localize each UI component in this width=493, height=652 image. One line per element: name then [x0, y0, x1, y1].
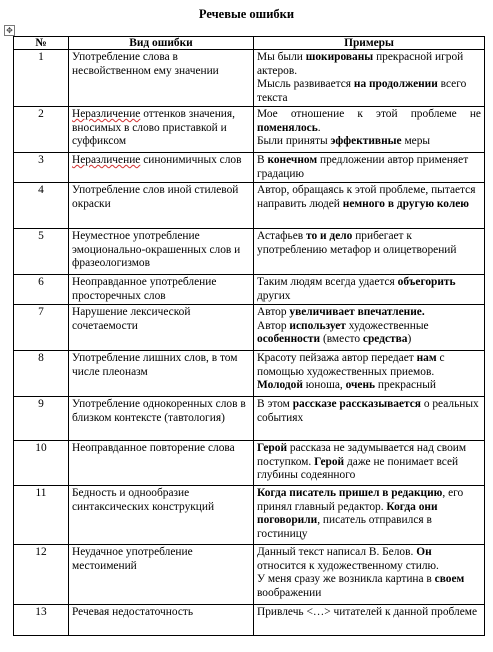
example-text: В	[257, 154, 268, 166]
table-row	[14, 107, 485, 153]
example-text: прекрасный	[375, 379, 436, 392]
example-sentence	[257, 51, 481, 78]
example-sentence	[257, 135, 481, 149]
row-number: 12	[14, 545, 69, 605]
example-sentence	[257, 108, 481, 135]
example-text: Таким людям всегда удается	[257, 276, 398, 288]
example-text: Автор, обращаясь к этой проблеме, пытается направить людей	[257, 184, 476, 210]
table-row	[14, 605, 485, 636]
speech-errors-table	[13, 36, 485, 636]
table-row	[14, 50, 485, 107]
example-text: даже не понимает всей глубины содеянного	[257, 455, 459, 482]
example-text: других	[257, 289, 291, 302]
bold-example-fragment: рассказе рассказывается	[292, 398, 421, 410]
error-type-text: синонимичных слов	[140, 154, 242, 166]
example-text: прекрасной игрой актеров.	[257, 51, 464, 77]
examples-cell	[254, 441, 485, 486]
page-title: Речевые ошибки	[198, 7, 295, 21]
row-number: 7	[14, 305, 69, 351]
bold-example-fragment: своем	[434, 573, 465, 586]
bold-example-fragment: Герой	[257, 442, 288, 454]
example-text: воображении	[257, 586, 322, 599]
error-type-cell: Неоправданное употребление просторечных слов	[69, 275, 254, 305]
example-text: В этом	[257, 398, 293, 410]
bold-example-fragment: увеличивает впечатление.	[289, 306, 425, 318]
table-row	[14, 351, 485, 397]
table-row	[14, 229, 485, 275]
example-sentence	[257, 276, 481, 303]
bold-example-fragment: Он	[416, 546, 432, 558]
spellcheck-underlined-word: Неразличение	[72, 108, 141, 120]
example-text: всего текста	[257, 78, 467, 104]
example-sentence	[257, 379, 481, 393]
bold-example-fragment: использует	[289, 319, 346, 332]
example-sentence	[257, 154, 481, 181]
example-sentence	[257, 606, 481, 620]
examples-cell	[254, 605, 485, 636]
examples-cell	[254, 107, 485, 153]
error-type-cell	[69, 153, 254, 183]
bold-example-fragment: конечном	[267, 154, 318, 166]
row-number: 1	[14, 50, 69, 107]
table-row	[14, 153, 485, 183]
example-sentence	[257, 352, 481, 379]
example-text: юноша,	[302, 379, 346, 392]
row-number: 13	[14, 605, 69, 636]
row-number: 10	[14, 441, 69, 486]
example-text: Были приняты	[257, 135, 331, 148]
example-text: Автор	[257, 306, 290, 318]
bold-example-fragment: эффективные	[330, 135, 402, 148]
examples-cell	[254, 486, 485, 545]
examples-cell	[254, 229, 485, 275]
example-text: Красоту пейзажа автор передает	[257, 352, 417, 364]
example-text: художественные	[345, 319, 429, 332]
example-text: Мы были	[257, 51, 306, 63]
examples-cell	[254, 183, 485, 229]
error-type-cell: Употребление слов иной стилевой окраски	[69, 183, 254, 229]
spellcheck-underlined-word: Неразличение	[72, 154, 141, 166]
table-header-row	[14, 37, 485, 50]
example-text: (вместо	[320, 333, 363, 346]
example-text: Мое отношение к этой проблеме не	[257, 108, 481, 120]
row-number: 8	[14, 351, 69, 397]
error-type-cell: Речевая недостаточность	[69, 605, 254, 636]
examples-cell	[254, 545, 485, 605]
bold-example-fragment: Молодой	[257, 379, 303, 392]
error-type-cell: Употребление однокоренных слов в близком контексте (тавтология)	[69, 397, 254, 441]
table-row	[14, 486, 485, 545]
bold-example-fragment: средства	[362, 333, 408, 346]
bold-example-fragment: объегорить	[397, 276, 456, 288]
example-sentence	[257, 546, 481, 573]
example-text: рассказа не задумывается над своим поступком.	[257, 442, 467, 468]
bold-example-fragment: немного в другую колею	[342, 197, 470, 210]
bold-example-fragment: Когда писатель пришел в редакцию	[257, 487, 443, 499]
example-text: Астафьев	[257, 230, 307, 242]
example-text: предложении автор применяет градацию	[257, 154, 469, 180]
row-number: 2	[14, 107, 69, 153]
example-text: меры	[401, 135, 431, 148]
row-number: 6	[14, 275, 69, 305]
example-sentence	[257, 184, 481, 211]
bold-example-fragment: Герой	[314, 455, 345, 468]
error-type-cell: Неудачное употребление местоимений	[69, 545, 254, 605]
example-sentence	[257, 573, 481, 600]
row-number: 4	[14, 183, 69, 229]
examples-cell	[254, 351, 485, 397]
row-number: 3	[14, 153, 69, 183]
example-text: Привлечь <…> читателей к данной проблеме	[257, 606, 478, 618]
example-text: У меня сразу же возникла картина в	[257, 573, 435, 586]
header-num: №	[14, 37, 69, 50]
header-examples: Примеры	[254, 37, 485, 50]
example-sentence	[257, 230, 481, 257]
example-sentence	[257, 320, 481, 347]
table-row	[14, 397, 485, 441]
example-text: Данный текст написал В. Белов.	[257, 546, 417, 558]
bold-example-fragment: очень	[345, 379, 376, 392]
examples-cell	[254, 275, 485, 305]
example-text: .	[317, 121, 321, 134]
examples-cell	[254, 305, 485, 351]
example-text: Автор	[257, 319, 290, 332]
bold-example-fragment: поменялось	[257, 121, 318, 134]
error-type-cell	[69, 107, 254, 153]
example-sentence	[257, 442, 481, 483]
table-row	[14, 275, 485, 305]
error-type-text: оттенков значения, вносимых в слово приставкой и суффиксом	[72, 108, 235, 148]
example-sentence	[257, 487, 481, 541]
example-text: )	[407, 333, 412, 346]
header-error-type: Вид ошибки	[69, 37, 254, 50]
examples-cell	[254, 397, 485, 441]
bold-example-fragment: нам	[416, 352, 437, 364]
example-text: о реальных событиях	[257, 398, 479, 424]
example-sentence	[257, 306, 481, 320]
error-type-cell: Употребление слова в несвойственном ему значении	[69, 50, 254, 107]
examples-cell	[254, 50, 485, 107]
bold-example-fragment: шокированы	[305, 51, 374, 63]
table-row	[14, 305, 485, 351]
row-number: 9	[14, 397, 69, 441]
example-text: Мысль развивается	[257, 78, 354, 91]
error-type-cell: Неоправданное повторение слова	[69, 441, 254, 486]
error-type-cell: Бедность и однообразие синтаксических конструкций	[69, 486, 254, 545]
row-number: 11	[14, 486, 69, 545]
bold-example-fragment: особенности	[257, 333, 321, 346]
examples-cell	[254, 153, 485, 183]
error-type-cell: Употребление лишних слов, в том числе плеоназм	[69, 351, 254, 397]
example-text: относится к художественному стилю.	[257, 559, 439, 572]
error-type-cell: Неуместное употребление эмоционально-окрашенных слов и фразеологизмов	[69, 229, 254, 275]
example-sentence	[257, 78, 481, 105]
bold-example-fragment: то и дело	[306, 230, 353, 242]
table-move-handle[interactable]: ✥	[4, 25, 15, 36]
table-row	[14, 183, 485, 229]
table-row	[14, 545, 485, 605]
example-sentence	[257, 398, 481, 425]
example-text: с помощью художественных приемов.	[257, 352, 445, 378]
table-row	[14, 441, 485, 486]
example-text: , его принял главный редактор.	[257, 487, 464, 513]
bold-example-fragment: Когда они поговорили	[257, 500, 438, 527]
example-text: , писатель отправился в гостиницу	[257, 514, 432, 540]
error-type-cell: Нарушение лексической сочетаемости	[69, 305, 254, 351]
row-number: 5	[14, 229, 69, 275]
example-text: прибегает к употреблению метафор и олицетворений	[257, 230, 457, 256]
bold-example-fragment: на продолжении	[353, 78, 438, 91]
